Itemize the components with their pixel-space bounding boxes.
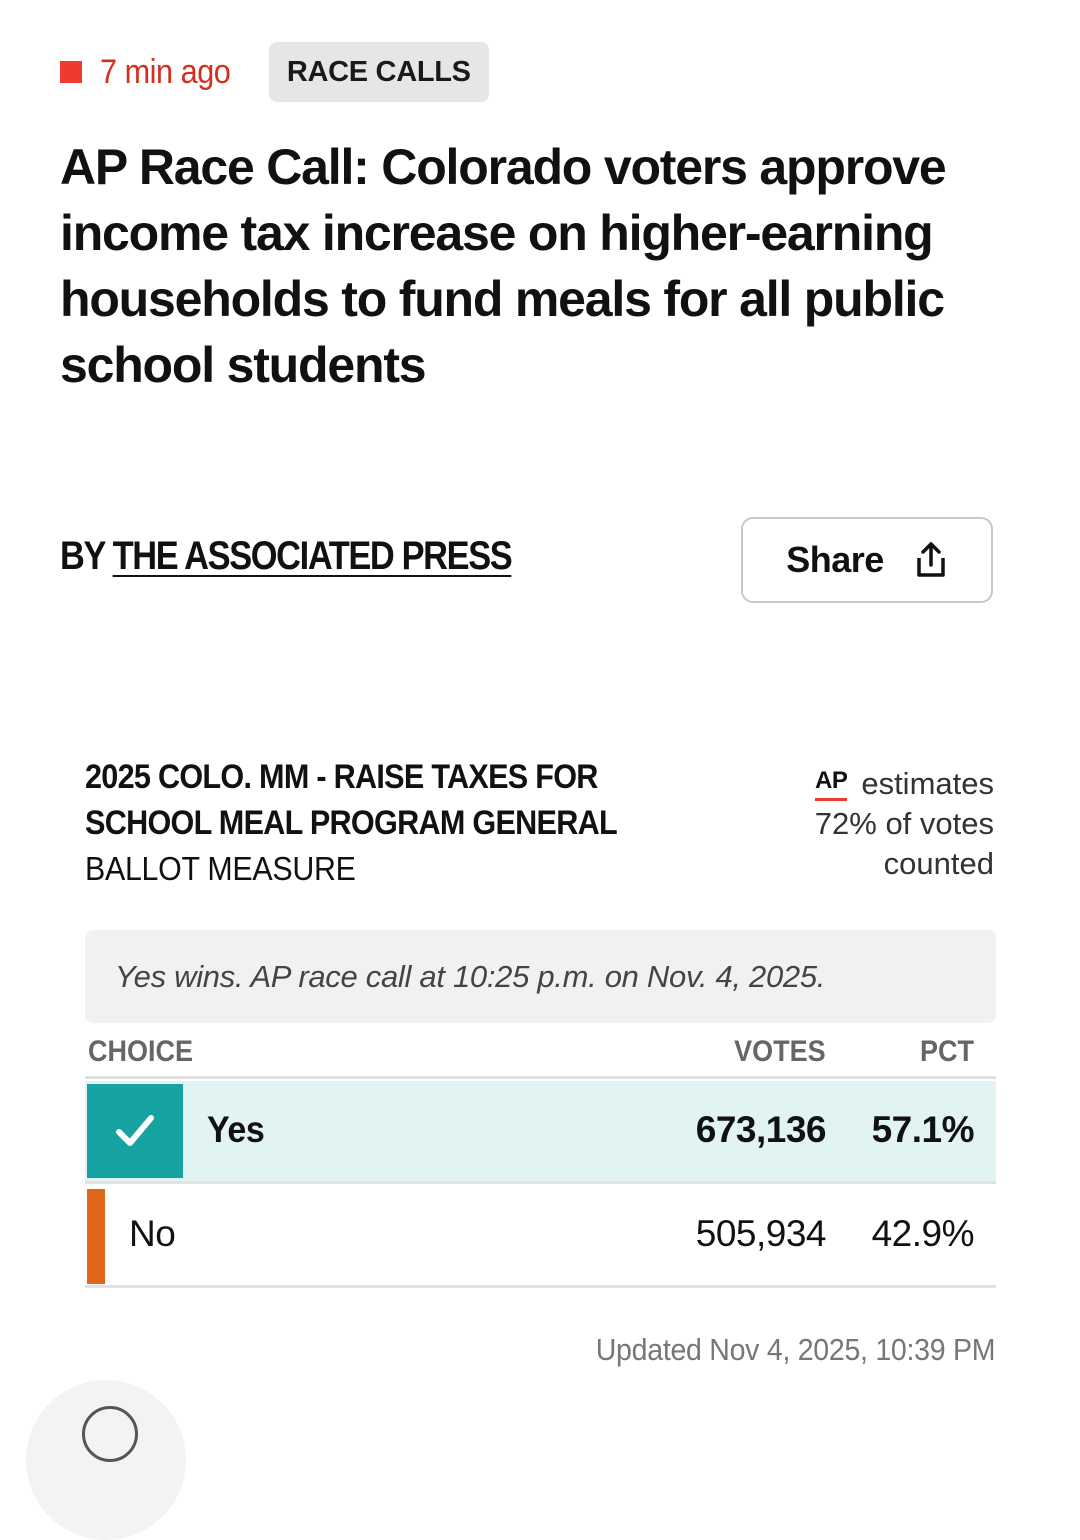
share-button[interactable] (741, 517, 993, 603)
vote-count: 505,934 (695, 1213, 826, 1254)
counted-word: counted (883, 846, 994, 881)
votes-counted: 72% of votes (814, 806, 994, 841)
check-icon (115, 1113, 155, 1149)
byline-prefix: BY (60, 534, 105, 578)
vote-percent: 57.1% (871, 1109, 974, 1150)
timestamp: 7 min ago (100, 52, 231, 91)
vote-count: 673,136 (695, 1109, 826, 1150)
race-type: BALLOT MEASURE (85, 850, 356, 887)
ap-logo: AP (815, 768, 847, 801)
choice-color-bar (87, 1189, 105, 1284)
column-choice: CHOICE (88, 1035, 194, 1068)
author-link[interactable]: THE ASSOCIATED PRESS (112, 534, 512, 578)
choice-name: No (129, 1213, 176, 1254)
results-table-header (85, 1030, 996, 1079)
race-calls-tag[interactable]: RACE CALLS (269, 42, 489, 102)
live-indicator-icon (60, 61, 82, 83)
estimates-label: estimates (861, 766, 994, 801)
article-meta (60, 42, 489, 102)
updated-timestamp: Updated Nov 4, 2025, 10:39 PM (595, 1332, 995, 1367)
share-label: Share (786, 539, 884, 580)
column-votes: VOTES (734, 1035, 826, 1068)
table-row (85, 1081, 996, 1184)
vote-percent: 42.9% (871, 1213, 974, 1254)
winner-check-badge (87, 1084, 183, 1178)
table-row (85, 1185, 996, 1288)
race-title: 2025 COLO. MM - RAISE TAXES FOR SCHOOL MEAL PROGRAM GENERAL (85, 758, 617, 842)
headline: AP Race Call: Colorado voters approve income tax increase on higher-earning households to fund meals for all public school students (60, 139, 946, 393)
column-pct: PCT (920, 1035, 974, 1068)
race-call-banner: Yes wins. AP race call at 10:25 p.m. on Nov. 4, 2025. (85, 930, 996, 1023)
choice-name: Yes (207, 1109, 265, 1150)
floating-action-button[interactable] (26, 1380, 186, 1540)
ap-estimate (774, 764, 994, 884)
byline (60, 534, 511, 579)
share-icon (914, 541, 948, 579)
